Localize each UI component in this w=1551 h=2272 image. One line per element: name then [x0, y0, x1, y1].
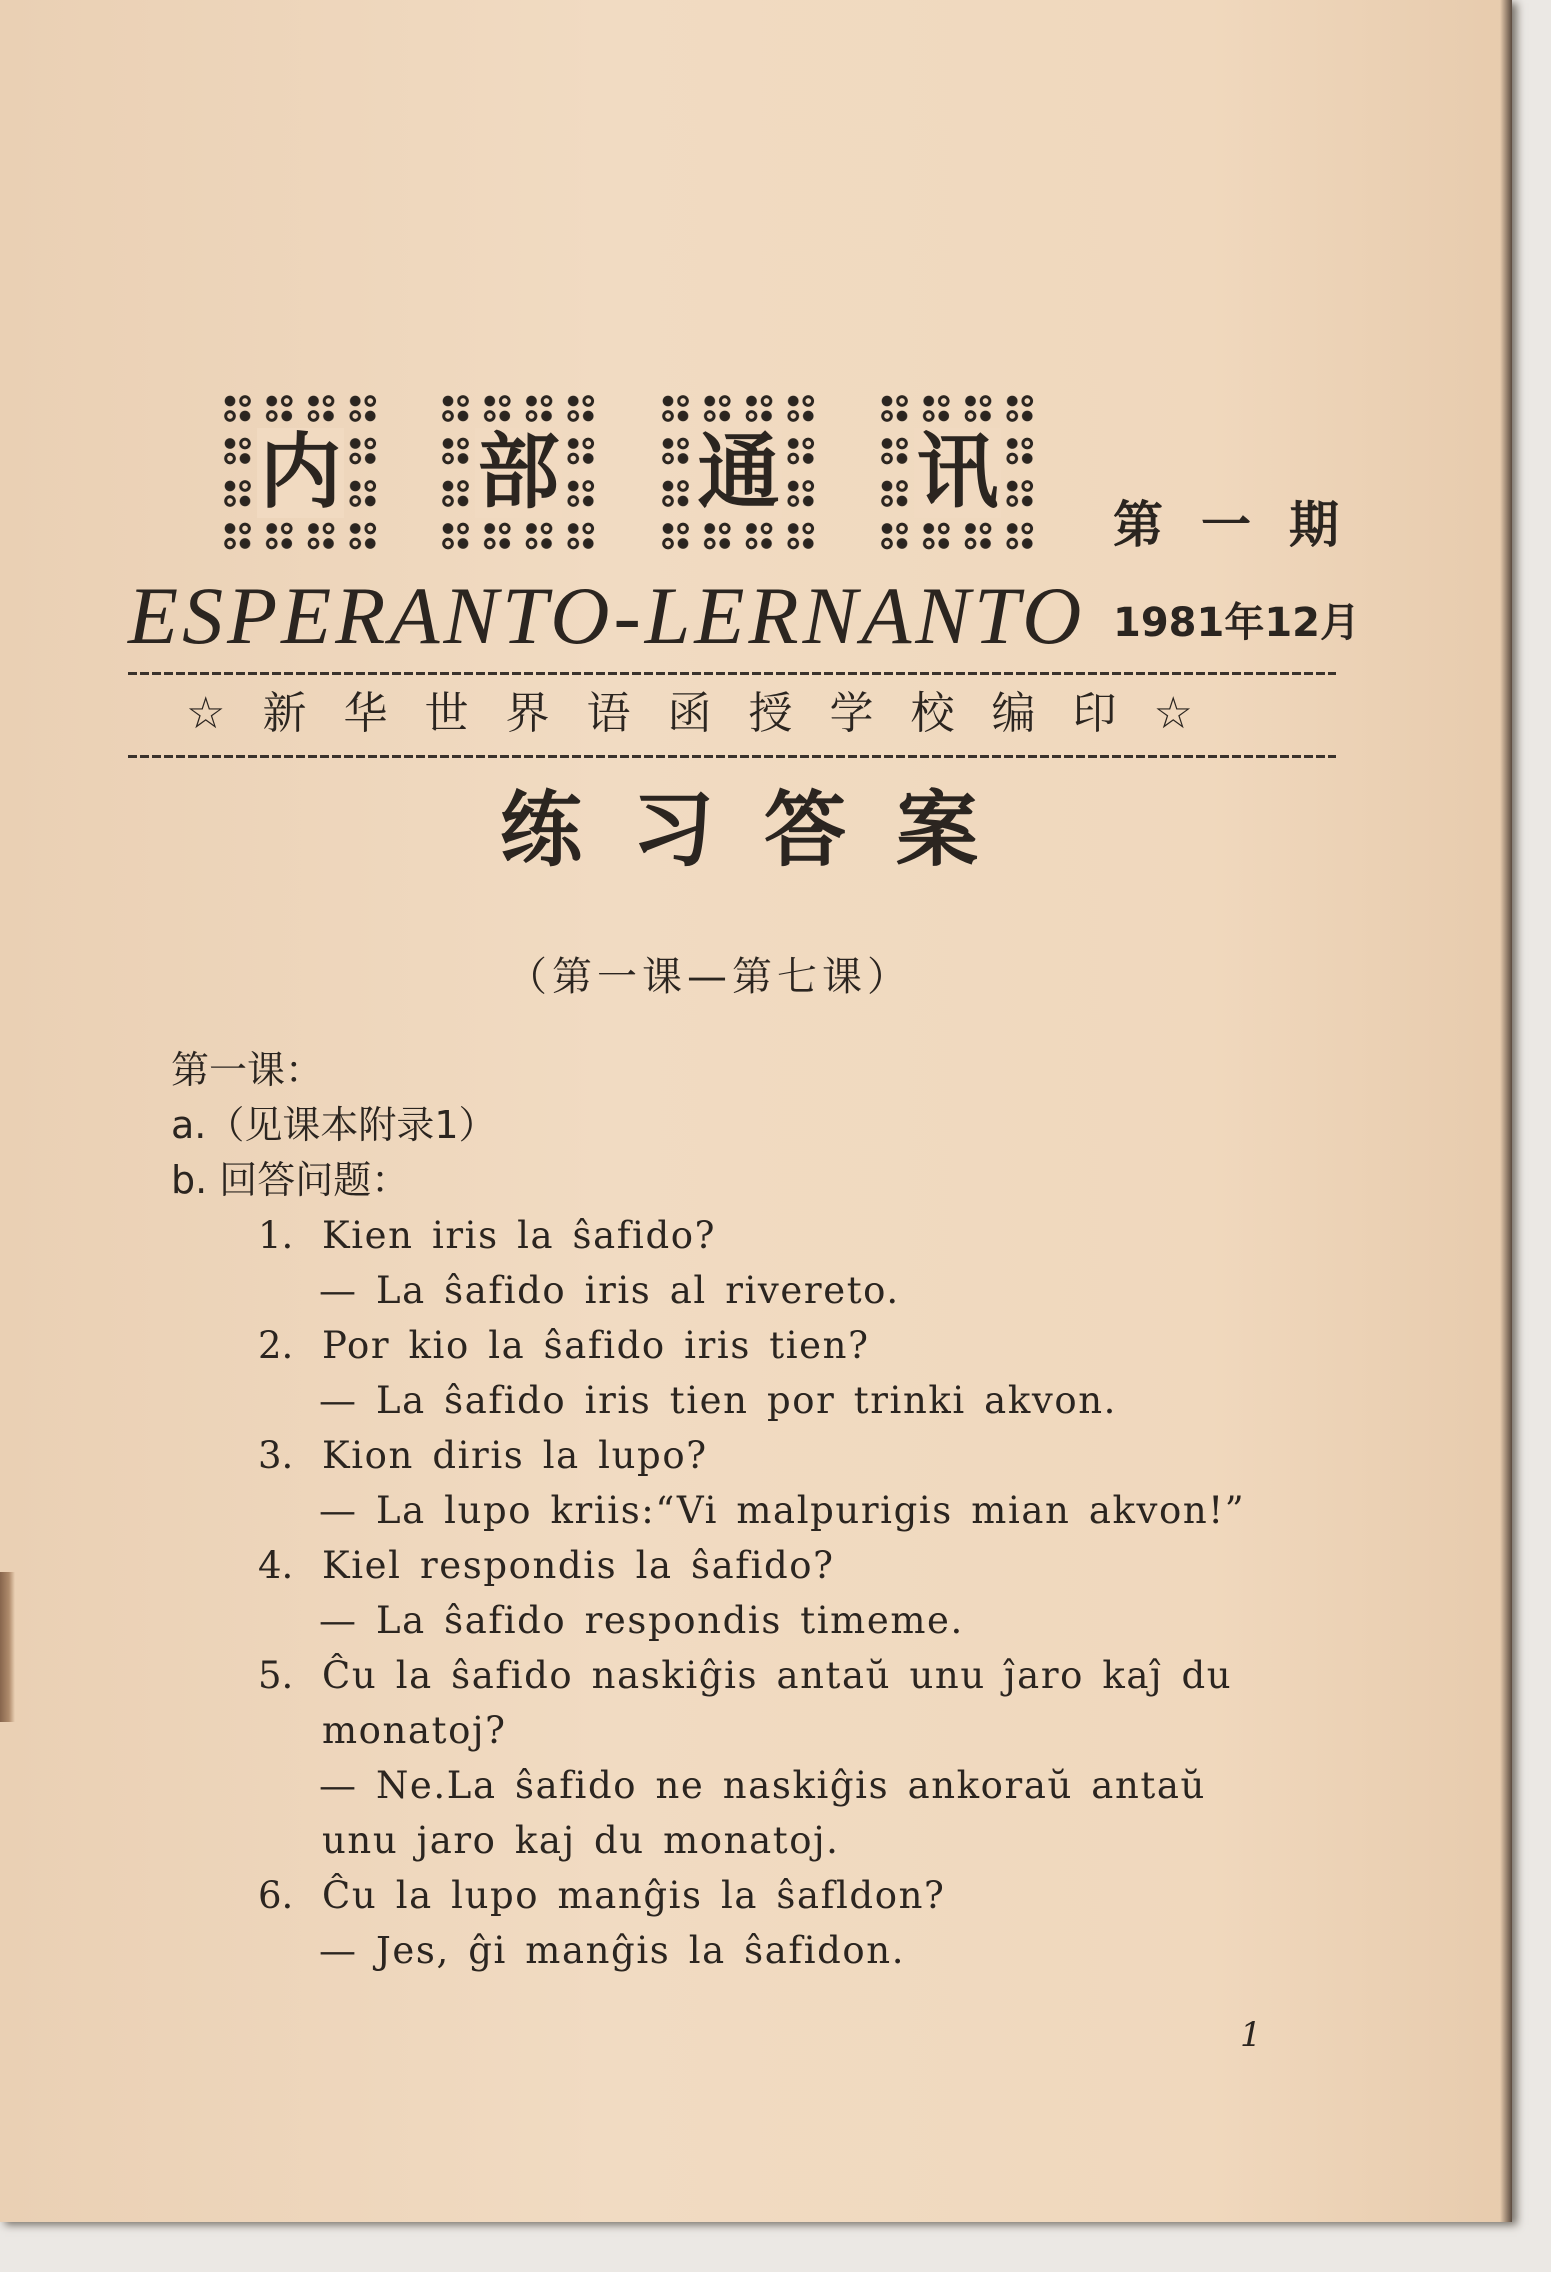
question-number: 6. — [258, 1874, 294, 1917]
question-line — [0, 1648, 1500, 1703]
question-line — [0, 1868, 1500, 1923]
question-line-continued — [0, 1703, 1500, 1758]
document-title: 练习答案 — [500, 783, 1029, 878]
section-a: a.（见课本附录1） — [171, 1103, 497, 1147]
question-text: Kion diris la lupo? — [322, 1434, 708, 1477]
answer-text: — La lupo kriis:“Vi malpurigis mian akvon!” — [319, 1489, 1246, 1532]
page-edge-shadow — [1500, 0, 1512, 2222]
title-ornament-box — [874, 388, 1041, 558]
answer-line — [0, 1758, 1500, 1813]
lesson-heading: 第一课： — [171, 1048, 324, 1092]
question-number: 3. — [258, 1434, 294, 1477]
divider-rule — [128, 755, 1336, 758]
question-number: 4. — [258, 1544, 294, 1587]
answer-text: — La ŝafido iris al rivereto. — [319, 1269, 900, 1312]
title-char: 部 — [475, 428, 562, 518]
publication-date: 1981年12月 — [1113, 600, 1360, 646]
question-text: Kiel respondis la ŝafido? — [322, 1544, 835, 1587]
text-line — [0, 1043, 1500, 1098]
title-char: 内 — [257, 428, 344, 518]
answer-text: — Ne.La ŝafido ne naskiĝis ankoraŭ antaŭ — [319, 1764, 1206, 1807]
lesson-range: （第一课—第七课） — [507, 954, 912, 1000]
answer-line — [0, 1593, 1500, 1648]
question-number: 2. — [258, 1324, 294, 1367]
question-line — [0, 1428, 1500, 1483]
answer-body — [0, 1043, 1500, 1978]
question-text: Ĉu la ŝafido naskiĝis antaŭ unu ĵaro kaĵ du — [322, 1654, 1233, 1697]
title-ornament-box — [217, 388, 384, 558]
title-ornament-box — [655, 388, 822, 558]
answer-line — [0, 1923, 1500, 1978]
answer-line-continued — [0, 1813, 1500, 1868]
publisher-line: ☆新华世界语函授学校编印☆ — [186, 688, 1230, 739]
text-line — [0, 1098, 1500, 1153]
question-text: Kien iris la ŝafido? — [322, 1214, 717, 1257]
answer-text: — La ŝafido respondis timeme. — [319, 1599, 964, 1642]
title-char: 通 — [695, 428, 782, 518]
question-line — [0, 1208, 1500, 1263]
answer-text: — La ŝafido iris tien por trinki akvon. — [319, 1379, 1118, 1422]
answer-line — [0, 1373, 1500, 1428]
answer-line — [0, 1483, 1500, 1538]
issue-number: 第一期 — [1113, 496, 1377, 554]
title-ornament-box — [435, 388, 602, 558]
question-line — [0, 1318, 1500, 1373]
answer-line — [0, 1263, 1500, 1318]
publication-subtitle: ESPERANTO-LERNANTO — [128, 570, 1086, 661]
question-number: 5. — [258, 1654, 294, 1697]
question-text: Ĉu la lupo manĝis la ŝafldon? — [322, 1874, 946, 1917]
section-b: b. 回答问题： — [171, 1158, 410, 1202]
answer-text: — Jes, ĝi manĝis la ŝafidon. — [319, 1929, 906, 1972]
question-line — [0, 1538, 1500, 1593]
question-number: 1. — [258, 1214, 294, 1257]
text-line — [0, 1153, 1500, 1208]
question-text: monatoj? — [322, 1709, 507, 1752]
question-text: Por kio la ŝafido iris tien? — [322, 1324, 870, 1367]
divider-rule — [128, 672, 1336, 675]
answer-text: unu jaro kaj du monatoj. — [322, 1819, 840, 1862]
title-char: 讯 — [914, 428, 1001, 518]
page-number: 1 — [1240, 2015, 1262, 2055]
